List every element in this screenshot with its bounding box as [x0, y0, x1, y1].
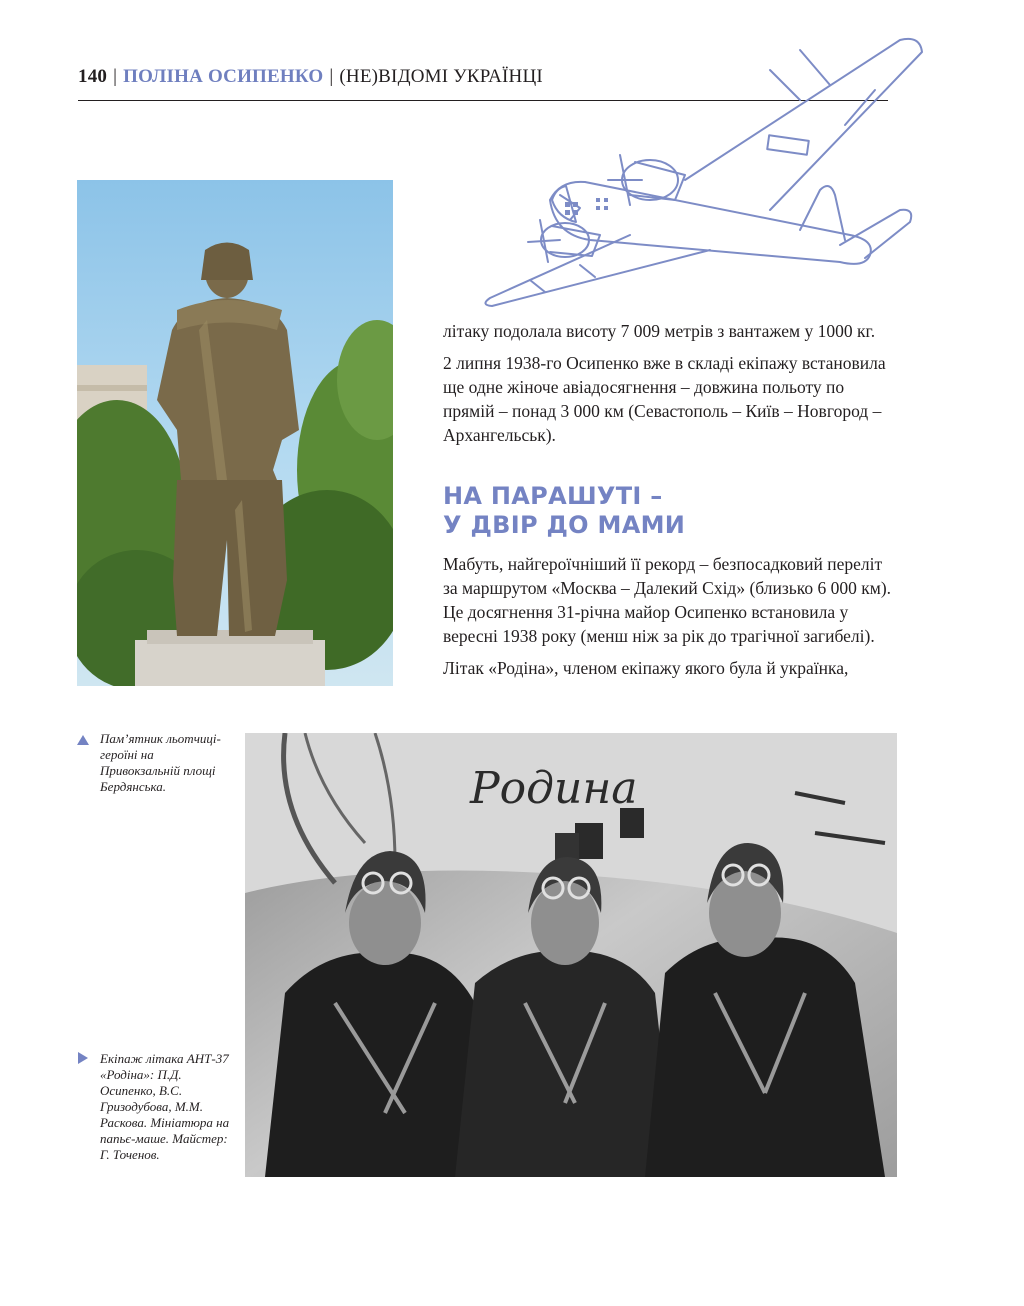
- paragraph: Літак «Родіна», членом екіпажу якого була й українка,: [443, 658, 849, 678]
- section-text: [443, 552, 895, 688]
- intro-text: [443, 319, 895, 455]
- page-number: 140: [78, 66, 108, 87]
- paragraph: Мабуть, найгероїчніший її рекорд – безпосадковий переліт за маршрутом «Москва – Далекий Схід» (близько 6 000 км). Це досягнення 31-річна майор Осипенко встановила у вересні 1938 року (менш ніж за рік до трагічної загибелі).: [443, 554, 892, 646]
- crew-photo: [245, 733, 897, 1177]
- monument-photo: [77, 180, 393, 686]
- section-heading-line: НА ПАРАШУТІ –: [443, 482, 663, 510]
- plane-line-illustration: [470, 30, 930, 310]
- triangle-right-icon: [76, 1051, 90, 1065]
- header-separator: |: [113, 66, 118, 87]
- paragraph: 2 липня 1938-го Осипенко вже в складі екіпажу встановила ще одне жіноче авіадосягнення – довжина польоту по прямій – понад 3 000 км (Севастополь – Київ – Новгород – Архангельськ).: [443, 353, 886, 445]
- crew-caption: Екіпаж літака АНТ-37 «Родіна»: П.Д. Осипенко, В.С. Гризодубова, М.М. Раскова. Мініатюра на папьє-маше. Майстер: Г. Точенов.: [100, 1051, 230, 1162]
- header-separator: |: [329, 66, 334, 87]
- section-heading-line: У ДВІР ДО МАМИ: [443, 511, 686, 539]
- header-series-title: (НЕ)ВІДОМІ УКРАЇНЦІ: [339, 66, 543, 87]
- triangle-up-icon: [76, 733, 90, 747]
- monument-caption: Пам’ятник льотчиці-героїні на Привокзальній площі Бердянська.: [100, 731, 221, 794]
- section-heading: [443, 482, 883, 540]
- plane-inscription: Родина: [470, 763, 638, 814]
- paragraph: літаку подолала висоту 7 009 метрів з вантажем у 1000 кг.: [443, 321, 876, 341]
- header-chapter-name: ПОЛІНА ОСИПЕНКО: [123, 66, 324, 87]
